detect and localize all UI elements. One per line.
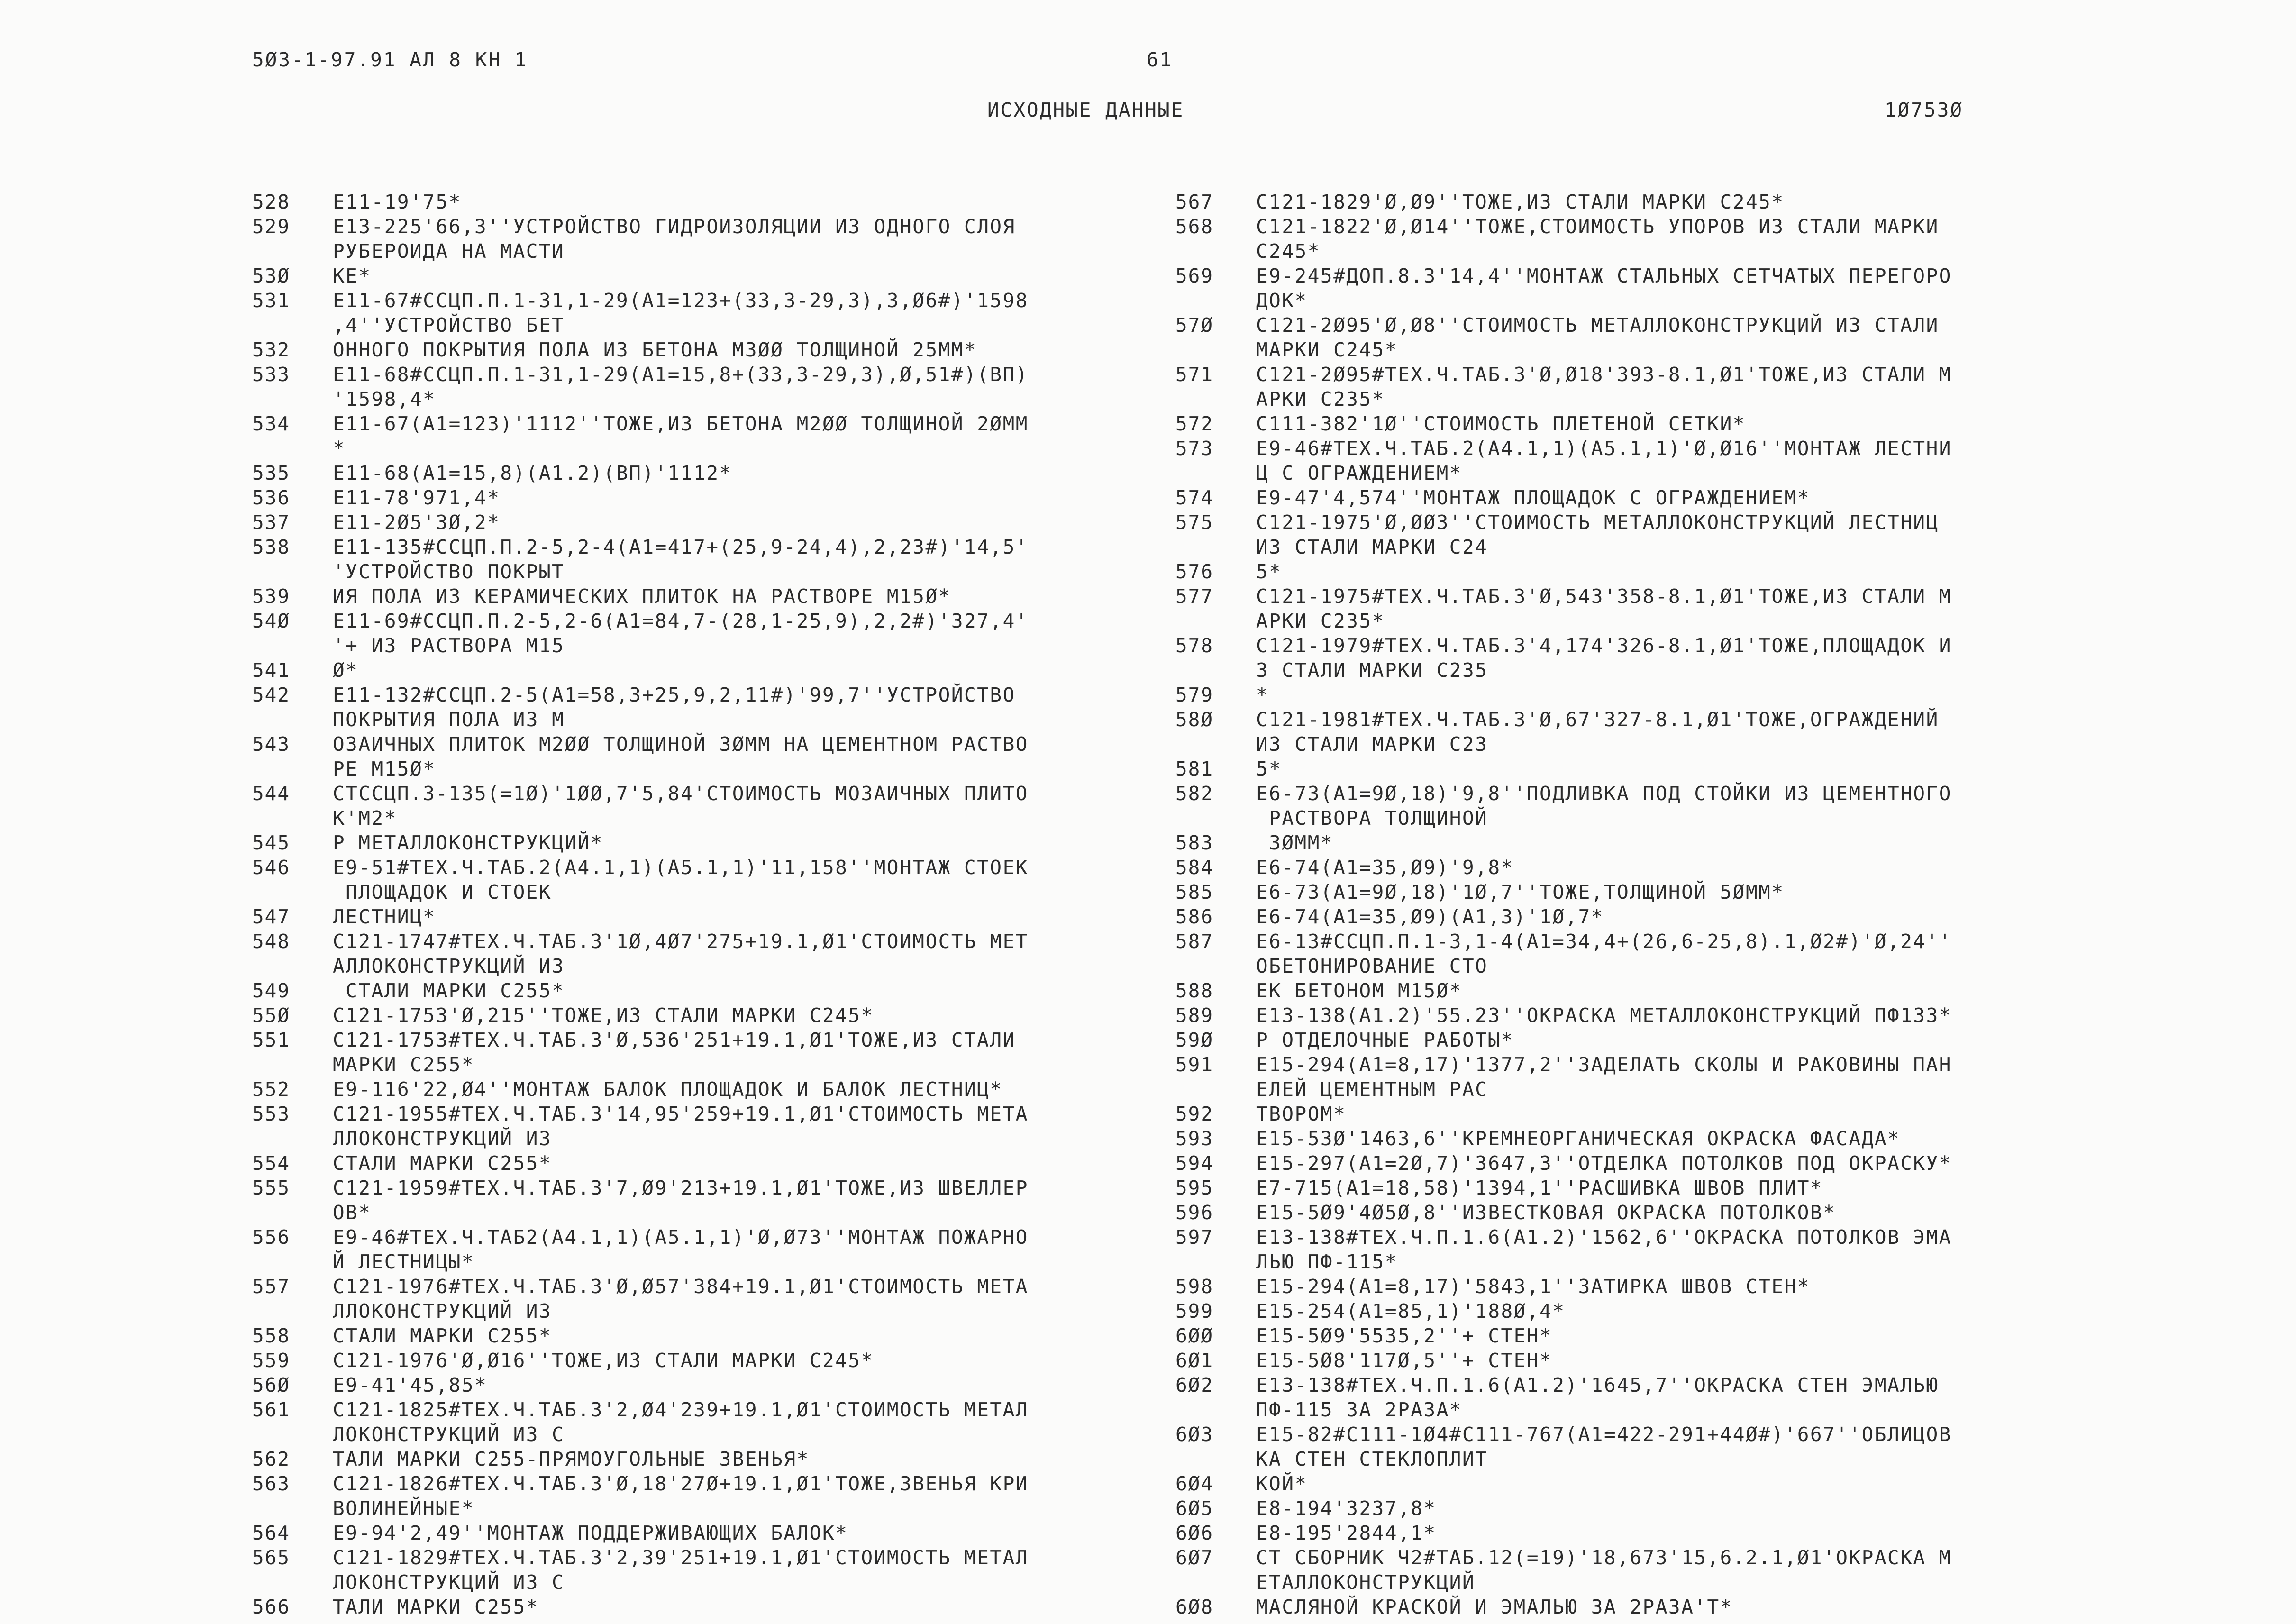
- line-number: 541: [252, 659, 291, 682]
- document-code: 5Ø3-1-97.91 АЛ 8 КН 1: [252, 48, 528, 71]
- list-item: [1175, 1471, 2280, 1496]
- line-text: КОЙ*: [1256, 1472, 1308, 1495]
- line-text: Е15-294(А1=8,17)'5843,1''ЗАТИРКА ШВОВ СТЕН*: [1256, 1275, 1810, 1298]
- line-number: 547: [252, 905, 291, 928]
- list-item: [1175, 190, 2280, 214]
- line-text: ЛЕСТНИЦ*: [333, 905, 436, 928]
- list-item: [1175, 1003, 2280, 1028]
- line-text: Е8-195'2844,1*: [1256, 1522, 1437, 1544]
- line-number: 586: [1175, 905, 1214, 928]
- line-number: 6Ø3: [1175, 1423, 1214, 1446]
- line-text: Е6-73(А1=9Ø,18)'9,8''ПОДЛИВКА ПОД СТОЙКИ ИЗ ЦЕМЕНТНОГО РАСТВОРА ТОЛЩИНОЙ: [1256, 782, 1952, 830]
- list-item: [1175, 1373, 2280, 1422]
- line-text: СТАЛИ МАРКИ С255*: [333, 979, 565, 1002]
- line-number: 587: [1175, 930, 1214, 953]
- list-item: [1175, 1323, 2280, 1348]
- line-number: 561: [252, 1398, 291, 1421]
- line-number: 594: [1175, 1152, 1214, 1175]
- line-number: 574: [1175, 486, 1214, 509]
- line-text: С121-1976#ТЕХ.Ч.ТАБ.3'Ø,Ø57'384+19.1,Ø1'СТОИМОСТЬ МЕТА ЛЛОКОНСТРУКЦИЙ ИЗ: [333, 1275, 1029, 1323]
- line-number: 589: [1175, 1004, 1214, 1027]
- line-text: С121-1979#ТЕХ.Ч.ТАБ.3'4,174'326-8.1,Ø1'ТОЖЕ,ПЛОЩАДОК И 3 СТАЛИ МАРКИ С235: [1256, 634, 1952, 682]
- list-item: [1175, 411, 2280, 436]
- line-number: 597: [1175, 1226, 1214, 1249]
- list-item: [1175, 880, 2280, 904]
- line-number: 599: [1175, 1300, 1214, 1323]
- line-number: 537: [252, 511, 291, 534]
- line-text: Е11-67(А1=123)'1112''ТОЖЕ,ИЗ БЕТОНА М2ØØ ТОЛЩИНОЙ 2ØММ *: [333, 412, 1029, 460]
- line-text: С111-382'1Ø''СТОИМОСТЬ ПЛЕТЕНОЙ СЕТКИ*: [1256, 412, 1746, 435]
- right-column: [1175, 190, 2280, 1619]
- line-text: 3ØММ*: [1256, 831, 1334, 854]
- line-text: Е13-225'66,3''УСТРОЙСТВО ГИДРОИЗОЛЯЦИИ ИЗ ОДНОГО СЛОЯ РУБЕРОИДА НА МАСТИ: [333, 215, 1016, 263]
- line-number: 6Ø4: [1175, 1472, 1214, 1495]
- list-item: [1175, 1299, 2280, 1323]
- list-item: [1175, 1274, 2280, 1299]
- line-number: 559: [252, 1349, 291, 1372]
- line-number: 585: [1175, 881, 1214, 903]
- line-text: С121-2Ø95'Ø,Ø8''СТОИМОСТЬ МЕТАЛЛОКОНСТРУКЦИЙ ИЗ СТАЛИ МАРКИ С245*: [1256, 314, 1939, 361]
- line-number: 552: [252, 1078, 291, 1101]
- list-item: [1175, 683, 2280, 707]
- line-number: 572: [1175, 412, 1214, 435]
- list-item: [1175, 1422, 2280, 1471]
- line-text: Е6-73(А1=9Ø,18)'1Ø,7''ТОЖЕ,ТОЛЩИНОЙ 5ØММ*: [1256, 881, 1785, 903]
- line-text: ОЗАИЧНЫХ ПЛИТОК М2ØØ ТОЛЩИНОЙ 3ØММ НА ЦЕМЕНТНОМ РАСТВО РЕ М15Ø*: [333, 733, 1029, 780]
- line-text: Е6-74(А1=35,Ø9)'9,8*: [1256, 856, 1514, 879]
- line-text: Е15-254(А1=85,1)'188Ø,4*: [1256, 1300, 1566, 1323]
- line-number: 569: [1175, 265, 1214, 287]
- list-item: [1175, 633, 2280, 683]
- line-number: 582: [1175, 782, 1214, 805]
- line-number: 6Ø7: [1175, 1546, 1214, 1569]
- line-number: 6Ø1: [1175, 1349, 1214, 1372]
- line-text: Е9-41'45,85*: [333, 1374, 488, 1396]
- line-number: 588: [1175, 979, 1214, 1002]
- line-text: С121-1747#ТЕХ.Ч.ТАБ.3'1Ø,4Ø7'275+19.1,Ø1'СТОИМОСТЬ МЕТ АЛЛОКОНСТРУКЦИЙ ИЗ: [333, 930, 1029, 977]
- list-item: [1175, 707, 2280, 757]
- list-item: [1175, 485, 2280, 510]
- line-text: Е15-297(А1=2Ø,7)'3647,3''ОТДЕЛКА ПОТОЛКОВ ПОД ОКРАСКУ*: [1256, 1152, 1952, 1175]
- line-text: С121-1955#ТЕХ.Ч.ТАБ.3'14,95'259+19.1,Ø1'СТОИМОСТЬ МЕТА ЛЛОКОНСТРУКЦИЙ ИЗ: [333, 1103, 1029, 1150]
- line-number: 542: [252, 684, 291, 706]
- line-text: С121-1975#ТЕХ.Ч.ТАБ.3'Ø,543'358-8.1,Ø1'ТОЖЕ,ИЗ СТАЛИ М АРКИ С235*: [1256, 585, 1952, 632]
- line-text: Е13-138#ТЕХ.Ч.П.1.6(А1.2)'1645,7''ОКРАСКА СТЕН ЭМАЛЬЮ ПФ-115 ЗА 2РАЗА*: [1256, 1374, 1939, 1421]
- line-text: С121-1753'Ø,215''ТОЖЕ,ИЗ СТАЛИ МАРКИ С245*: [333, 1004, 874, 1027]
- line-text: Е13-138#ТЕХ.Ч.П.1.6(А1.2)'1562,6''ОКРАСКА ПОТОЛКОВ ЭМА ЛЬЮ ПФ-115*: [1256, 1226, 1952, 1273]
- list-item: [1175, 904, 2280, 929]
- line-number: 56Ø: [252, 1374, 291, 1396]
- line-text: ЕК БЕТОНОМ М15Ø*: [1256, 979, 1462, 1002]
- list-item: [1175, 1176, 2280, 1200]
- line-number: 592: [1175, 1103, 1214, 1125]
- list-item: [1175, 264, 2280, 313]
- list-item: [1175, 1028, 2280, 1052]
- line-text: Е13-138(А1.2)'55.23''ОКРАСКА МЕТАЛЛОКОНСТРУКЦИЙ ПФ133*: [1256, 1004, 1952, 1027]
- list-item: [1175, 1102, 2280, 1126]
- list-item: [1175, 214, 2280, 264]
- line-text: Е9-46#ТЕХ.Ч.ТАБ.2(А4.1,1)(А5.1,1)'Ø,Ø16''МОНТАЖ ЛЕСТНИ Ц С ОГРАЖДЕНИЕМ*: [1256, 437, 1952, 484]
- line-number: 576: [1175, 560, 1214, 583]
- line-text: С121-1975'Ø,ØØ3''СТОИМОСТЬ МЕТАЛЛОКОНСТРУКЦИЙ ЛЕСТНИЦ ИЗ СТАЛИ МАРКИ С24: [1256, 511, 1939, 558]
- line-number: 568: [1175, 215, 1214, 238]
- line-number: 533: [252, 363, 291, 386]
- line-number: 562: [252, 1448, 291, 1470]
- list-item: [1175, 510, 2280, 559]
- line-text: Е11-69#ССЦП.П.2-5,2-6(А1=84,7-(28,1-25,9),2,2#)'327,4' '+ ИЗ РАСТВОРА М15: [333, 610, 1029, 657]
- list-item: [1175, 757, 2280, 781]
- line-text: Е11-135#ССЦП.П.2-5,2-4(А1=417+(25,9-24,4),2,23#)'14,5' 'УСТРОЙСТВО ПОКРЫТ: [333, 536, 1029, 583]
- line-number: 553: [252, 1103, 291, 1125]
- line-number: 596: [1175, 1201, 1214, 1224]
- line-text: СТАЛИ МАРКИ С255*: [333, 1324, 552, 1347]
- list-item: [1175, 781, 2280, 830]
- line-number: 529: [252, 215, 291, 238]
- line-text: Е11-68(А1=15,8)(А1.2)(ВП)'1112*: [333, 462, 732, 484]
- list-item: [1175, 1052, 2280, 1102]
- line-text: СТССЦП.3-135(=1Ø)'1ØØ,7'5,84'СТОИМОСТЬ МОЗАИЧНЫХ ПЛИТО К'М2*: [333, 782, 1029, 830]
- line-number: 539: [252, 585, 291, 608]
- list-item: [1175, 559, 2280, 584]
- line-number: 57Ø: [1175, 314, 1214, 337]
- list-item: [1175, 929, 2280, 978]
- line-number: 535: [252, 462, 291, 484]
- line-text: 5*: [1256, 757, 1282, 780]
- line-number: 55Ø: [252, 1004, 291, 1027]
- line-number: 536: [252, 486, 291, 509]
- line-text: 5*: [1256, 560, 1282, 583]
- line-number: 558: [252, 1324, 291, 1347]
- line-text: Е15-5Ø9'5535,2''+ СТЕН*: [1256, 1324, 1553, 1347]
- line-number: 575: [1175, 511, 1214, 534]
- line-text: Е15-82#С111-1Ø4#С111-767(А1=422-291+44Ø#)'667''ОБЛИЦОВ КА СТЕН СТЕКЛОПЛИТ: [1256, 1423, 1952, 1470]
- line-text: ИЯ ПОЛА ИЗ КЕРАМИЧЕСКИХ ПЛИТОК НА РАСТВОРЕ М15Ø*: [333, 585, 951, 608]
- line-number: 598: [1175, 1275, 1214, 1298]
- line-number: 544: [252, 782, 291, 805]
- line-number: 538: [252, 536, 291, 558]
- line-number: 6Ø2: [1175, 1374, 1214, 1396]
- list-item: [1175, 1545, 2280, 1595]
- list-item: [1175, 313, 2280, 362]
- line-text: С121-1825#ТЕХ.Ч.ТАБ.3'2,Ø4'239+19.1,Ø1'СТОИМОСТЬ МЕТАЛ ЛОКОНСТРУКЦИЙ ИЗ С: [333, 1398, 1029, 1446]
- line-text: С121-2Ø95#ТЕХ.Ч.ТАБ.3'Ø,Ø18'393-8.1,Ø1'ТОЖЕ,ИЗ СТАЛИ М АРКИ С235*: [1256, 363, 1952, 411]
- list-item: [1175, 830, 2280, 855]
- line-text: Е11-19'75*: [333, 191, 462, 213]
- line-number: 581: [1175, 757, 1214, 780]
- line-number: 573: [1175, 437, 1214, 460]
- line-text: С121-1753#ТЕХ.Ч.ТАБ.3'Ø,536'251+19.1,Ø1'ТОЖЕ,ИЗ СТАЛИ МАРКИ С255*: [333, 1029, 1016, 1076]
- line-text: Е15-5Ø9'4Ø5Ø,8''ИЗВЕСТКОВАЯ ОКРАСКА ПОТОЛКОВ*: [1256, 1201, 1836, 1224]
- line-number: 584: [1175, 856, 1214, 879]
- list-item: [1175, 362, 2280, 411]
- line-number: 591: [1175, 1053, 1214, 1076]
- line-text: Е15-5Ø8'117Ø,5''+ СТЕН*: [1256, 1349, 1553, 1372]
- line-text: КЕ*: [333, 265, 372, 287]
- line-number: 579: [1175, 684, 1214, 706]
- line-number: 546: [252, 856, 291, 879]
- line-number: 571: [1175, 363, 1214, 386]
- list-item: [1175, 1151, 2280, 1176]
- line-number: 583: [1175, 831, 1214, 854]
- line-text: Р МЕТАЛЛОКОНСТРУКЦИЙ*: [333, 831, 603, 854]
- line-text: С121-1981#ТЕХ.Ч.ТАБ.3'Ø,67'327-8.1,Ø1'ТОЖЕ,ОГРАЖДЕНИЙ ИЗ СТАЛИ МАРКИ С23: [1256, 708, 1939, 756]
- line-number: 554: [252, 1152, 291, 1175]
- line-number: 6Ø8: [1175, 1596, 1214, 1618]
- line-number: 555: [252, 1177, 291, 1199]
- list-item: [1175, 1200, 2280, 1225]
- line-number: 6Ø5: [1175, 1497, 1214, 1520]
- list-item: [1175, 1126, 2280, 1151]
- line-number: 59Ø: [1175, 1029, 1214, 1051]
- line-text: Е8-194'3237,8*: [1256, 1497, 1437, 1520]
- line-number: 548: [252, 930, 291, 953]
- line-number: 595: [1175, 1177, 1214, 1199]
- line-number: 543: [252, 733, 291, 756]
- line-text: С121-1976'Ø,Ø16''ТОЖЕ,ИЗ СТАЛИ МАРКИ С245*: [333, 1349, 874, 1372]
- line-number: 565: [252, 1546, 291, 1569]
- line-text: С121-1829#ТЕХ.Ч.ТАБ.3'2,39'251+19.1,Ø1'СТОИМОСТЬ МЕТАЛ ЛОКОНСТРУКЦИЙ ИЗ С: [333, 1546, 1029, 1594]
- list-item: [1175, 584, 2280, 633]
- line-text: Е15-53Ø'1463,6''КРЕМНЕОРГАНИЧЕСКАЯ ОКРАСКА ФАСАДА*: [1256, 1127, 1901, 1150]
- page-title: ИСХОДНЫЕ ДАННЫЕ: [987, 99, 1184, 121]
- line-text: Е15-294(А1=8,17)'1377,2''ЗАДЕЛАТЬ СКОЛЫ И РАКОВИНЫ ПАН ЕЛЕЙ ЦЕМЕНТНЫМ РАС: [1256, 1053, 1952, 1101]
- line-text: Е6-74(А1=35,Ø9)(А1,3)'1Ø,7*: [1256, 905, 1604, 928]
- line-text: Е6-13#ССЦП.П.1-3,1-4(А1=34,4+(26,6-25,8).1,Ø2#)'Ø,24'' ОБЕТОНИРОВАНИЕ СТО: [1256, 930, 1952, 977]
- list-item: [1175, 1595, 2280, 1619]
- document-number: 1Ø753Ø: [1885, 99, 1964, 121]
- line-number: 545: [252, 831, 291, 854]
- line-text: Е11-68#ССЦП.П.1-31,1-29(А1=15,8+(33,3-29,3),Ø,51#)(ВП) '1598,4*: [333, 363, 1029, 411]
- line-number: 578: [1175, 634, 1214, 657]
- line-number: 534: [252, 412, 291, 435]
- line-number: 53Ø: [252, 265, 291, 287]
- line-number: 563: [252, 1472, 291, 1495]
- line-text: Е11-78'971,4*: [333, 486, 501, 509]
- line-text: Е11-132#ССЦП.2-5(А1=58,3+25,9,2,11#)'99,7''УСТРОЙСТВО ПОКРЫТИЯ ПОЛА ИЗ М: [333, 684, 1016, 731]
- line-text: Р ОТДЕЛОЧНЫЕ РАБОТЫ*: [1256, 1029, 1514, 1051]
- line-number: 567: [1175, 191, 1214, 213]
- line-number: 54Ø: [252, 610, 291, 632]
- line-text: Е9-245#ДОП.8.3'14,4''МОНТАЖ СТАЛЬНЫХ СЕТЧАТЫХ ПЕРЕГОРО ДОК*: [1256, 265, 1952, 312]
- line-text: ТАЛИ МАРКИ С255*: [333, 1596, 539, 1618]
- list-item: [1175, 1225, 2280, 1274]
- line-number: 549: [252, 979, 291, 1002]
- list-item: [1175, 436, 2280, 485]
- line-text: Е9-51#ТЕХ.Ч.ТАБ.2(А4.1,1)(А5.1,1)'11,158''МОНТАЖ СТОЕК ПЛОЩАДОК И СТОЕК: [333, 856, 1029, 903]
- list-item: [1175, 855, 2280, 880]
- line-text: Ø*: [333, 659, 359, 682]
- line-number: 557: [252, 1275, 291, 1298]
- line-text: Е9-116'22,Ø4''МОНТАЖ БАЛОК ПЛОЩАДОК И БАЛОК ЛЕСТНИЦ*: [333, 1078, 1003, 1101]
- line-number: 577: [1175, 585, 1214, 608]
- line-text: *: [1256, 684, 1269, 706]
- page-number: 61: [1147, 48, 1173, 71]
- line-text: ОННОГО ПОКРЫТИЯ ПОЛА ИЗ БЕТОНА М3ØØ ТОЛЩИНОЙ 25ММ*: [333, 338, 977, 361]
- line-text: МАСЛЯНОЙ КРАСКОЙ И ЭМАЛЬЮ ЗА 2РАЗА'Т*: [1256, 1596, 1733, 1618]
- line-number: 564: [252, 1522, 291, 1544]
- line-text: ТАЛИ МАРКИ С255-ПРЯМОУГОЛЬНЫЕ ЗВЕНЬЯ*: [333, 1448, 810, 1470]
- list-item: [1175, 1496, 2280, 1521]
- line-number: 6ØØ: [1175, 1324, 1214, 1347]
- list-item: [1175, 1348, 2280, 1373]
- line-text: СТ СБОРНИК Ч2#ТАБ.12(=19)'18,673'15,6.2.1,Ø1'ОКРАСКА М ЕТАЛЛОКОНСТРУКЦИЙ: [1256, 1546, 1952, 1594]
- line-number: 528: [252, 191, 291, 213]
- line-text: Е11-67#ССЦП.П.1-31,1-29(А1=123+(33,3-29,3),3,Ø6#)'1598 ,4''УСТРОЙСТВО БЕТ: [333, 289, 1029, 337]
- line-text: ТВОРОМ*: [1256, 1103, 1347, 1125]
- line-text: С121-1829'Ø,Ø9''ТОЖЕ,ИЗ СТАЛИ МАРКИ С245*: [1256, 191, 1785, 213]
- line-text: Е9-47'4,574''МОНТАЖ ПЛОЩАДОК С ОГРАЖДЕНИЕМ*: [1256, 486, 1810, 509]
- line-number: 532: [252, 338, 291, 361]
- line-number: 58Ø: [1175, 708, 1214, 731]
- line-number: 551: [252, 1029, 291, 1051]
- list-item: [1175, 1521, 2280, 1545]
- line-text: Е9-94'2,49''МОНТАЖ ПОДДЕРЖИВАЮЩИХ БАЛОК*: [333, 1522, 848, 1544]
- line-number: 593: [1175, 1127, 1214, 1150]
- line-text: Е11-2Ø5'3Ø,2*: [333, 511, 501, 534]
- line-number: 566: [252, 1596, 291, 1618]
- line-text: Е9-46#ТЕХ.Ч.ТАБ2(А4.1,1)(А5.1,1)'Ø,Ø73''МОНТАЖ ПОЖАРНО Й ЛЕСТНИЦЫ*: [333, 1226, 1029, 1273]
- list-item: [1175, 978, 2280, 1003]
- line-number: 556: [252, 1226, 291, 1249]
- line-text: Е7-715(А1=18,58)'1394,1''РАСШИВКА ШВОВ ПЛИТ*: [1256, 1177, 1823, 1199]
- line-text: СТАЛИ МАРКИ С255*: [333, 1152, 552, 1175]
- line-text: С121-1959#ТЕХ.Ч.ТАБ.3'7,Ø9'213+19.1,Ø1'ТОЖЕ,ИЗ ШВЕЛЛЕР ОВ*: [333, 1177, 1029, 1224]
- line-number: 531: [252, 289, 291, 312]
- line-number: 6Ø6: [1175, 1522, 1214, 1544]
- line-text: С121-1822'Ø,Ø14''ТОЖЕ,СТОИМОСТЬ УПОРОВ ИЗ СТАЛИ МАРКИ С245*: [1256, 215, 1939, 263]
- line-text: С121-1826#ТЕХ.Ч.ТАБ.3'Ø,18'27Ø+19.1,Ø1'ТОЖЕ,ЗВЕНЬЯ КРИ ВОЛИНЕЙНЫЕ*: [333, 1472, 1029, 1520]
